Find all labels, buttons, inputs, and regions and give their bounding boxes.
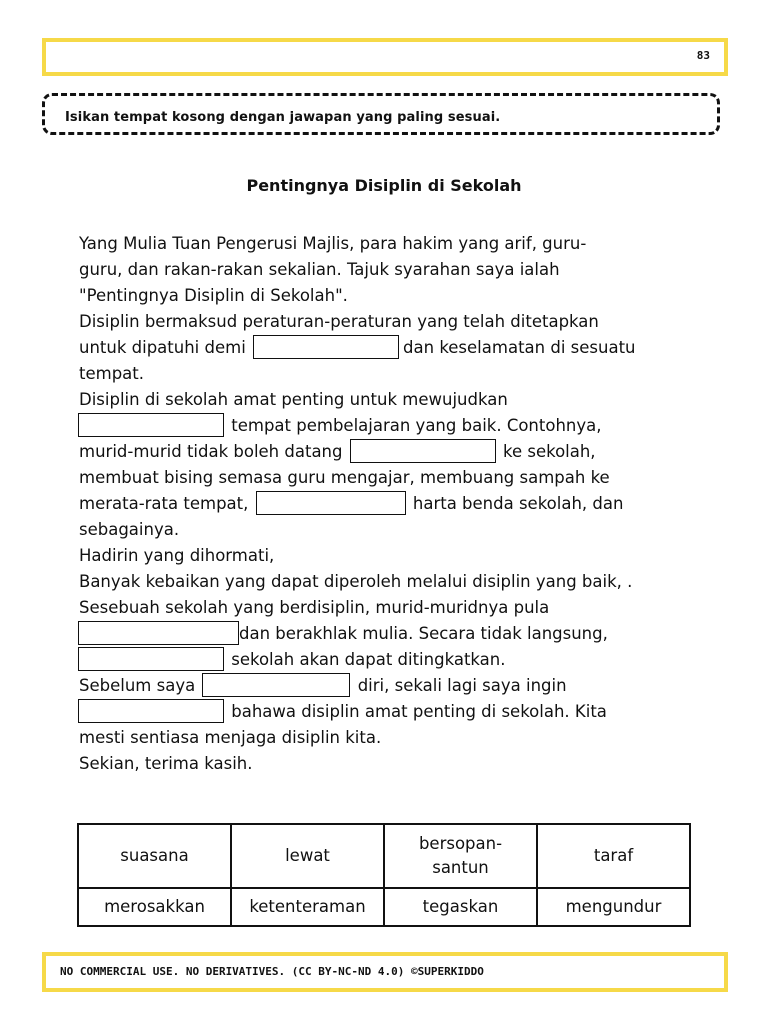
word-bank-table: [77, 823, 691, 927]
blank-8[interactable]: [78, 699, 224, 723]
passage-line: [79, 491, 699, 517]
passage-line: [79, 413, 699, 439]
passage-line: [79, 621, 699, 647]
passage-text: bahawa disiplin amat penting di sekolah. Kita: [231, 702, 607, 721]
license-text: NO COMMERCIAL USE. NO DERIVATIVES. (CC BY-NC-ND 4.0) ©SUPERKIDDO: [60, 965, 484, 978]
passage-line: Sekian, terima kasih.: [79, 754, 253, 773]
passage-text: Sebelum saya: [79, 676, 196, 695]
passage-line: guru, dan rakan-rakan sekalian. Tajuk syarahan saya ialah: [79, 260, 560, 279]
word-bank-cell: lewat: [231, 824, 384, 888]
instruction-box: [42, 93, 720, 135]
passage-text: murid-murid tidak boleh datang: [79, 442, 343, 461]
blank-7[interactable]: [202, 673, 350, 697]
passage-text: diri, sekali lagi saya ingin: [357, 676, 567, 695]
passage-line: [79, 335, 699, 361]
passage-text: merata-rata tempat,: [79, 494, 249, 513]
word-bank-cell: suasana: [78, 824, 231, 888]
page-number: 83: [696, 49, 710, 62]
passage-line: membuat bising semasa guru mengajar, membuang sampah ke: [79, 468, 610, 487]
passage: [79, 231, 699, 777]
passage-line: Disiplin bermaksud peraturan-peraturan yang telah ditetapkan: [79, 312, 599, 331]
passage-line: [79, 647, 699, 673]
word-bank-cell: taraf: [537, 824, 690, 888]
passage-line: tempat.: [79, 364, 144, 383]
passage-line: "Pentingnya Disiplin di Sekolah".: [79, 286, 348, 305]
passage-line: Yang Mulia Tuan Pengerusi Majlis, para hakim yang arif, guru-: [79, 234, 587, 253]
passage-line: Disiplin di sekolah amat penting untuk mewujudkan: [79, 390, 508, 409]
passage-line: [79, 673, 699, 699]
word-bank-cell: merosakkan: [78, 888, 231, 926]
blank-6[interactable]: [78, 647, 224, 671]
passage-text: dan berakhlak mulia. Secara tidak langsung,: [239, 624, 608, 643]
passage-line: [79, 699, 699, 725]
word-bank-cell: tegaskan: [384, 888, 537, 926]
table-row: [78, 888, 690, 926]
blank-5[interactable]: [78, 621, 239, 645]
passage-line: Hadirin yang dihormati,: [79, 546, 275, 565]
passage-line: Banyak kebaikan yang dapat diperoleh melalui disiplin yang baik, .: [79, 572, 633, 591]
passage-line: [79, 439, 699, 465]
passage-text: harta benda sekolah, dan: [412, 494, 624, 513]
header-bar: [42, 38, 728, 76]
blank-3[interactable]: [350, 439, 496, 463]
passage-text: sekolah akan dapat ditingkatkan.: [231, 650, 506, 669]
page-title: Pentingnya Disiplin di Sekolah: [246, 176, 522, 195]
passage-line: mesti sentiasa menjaga disiplin kita.: [79, 728, 382, 747]
passage-line: sebagainya.: [79, 520, 180, 539]
word-bank-cell: ketenteraman: [231, 888, 384, 926]
word-bank-cell: bersopan-santun: [384, 824, 537, 888]
word-bank-cell: mengundur: [537, 888, 690, 926]
passage-text: untuk dipatuhi demi: [79, 338, 246, 357]
instruction-text: Isikan tempat kosong dengan jawapan yang paling sesuai.: [65, 110, 501, 125]
blank-2[interactable]: [78, 413, 224, 437]
passage-line: Sesebuah sekolah yang berdisiplin, murid-muridnya pula: [79, 598, 550, 617]
blank-1[interactable]: [253, 335, 399, 359]
passage-text: tempat pembelajaran yang baik. Contohnya,: [231, 416, 602, 435]
passage-text: dan keselamatan di sesuatu: [403, 338, 636, 357]
table-row: [78, 824, 690, 888]
footer-bar: [42, 952, 728, 992]
passage-text: ke sekolah,: [502, 442, 596, 461]
blank-4[interactable]: [256, 491, 406, 515]
